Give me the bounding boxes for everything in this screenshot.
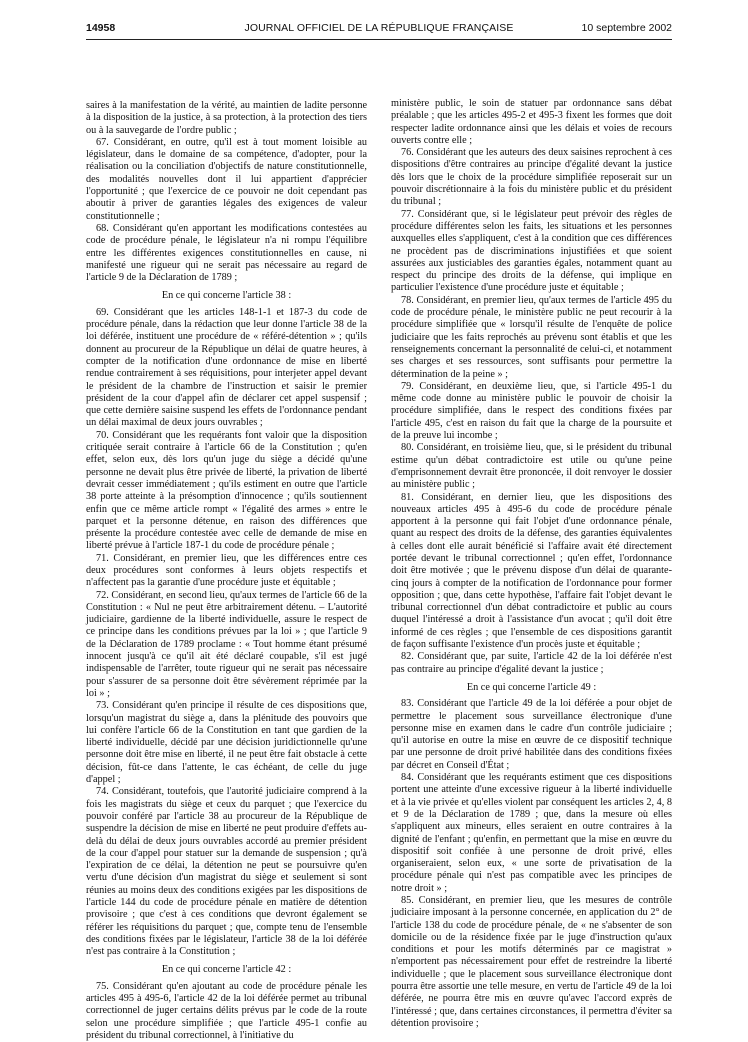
section-heading: En ce qui concerne l'article 38 : [161, 290, 292, 302]
journal-title: JOURNAL OFFICIEL DE LA RÉPUBLIQUE FRANÇAISE [244, 22, 514, 34]
left-column [86, 100, 367, 1042]
page-header [86, 22, 672, 40]
page-number: 14958 [86, 22, 116, 34]
paragraph: 83. Considérant que l'article 49 de la loi déférée a pour objet de permettre le placement sous surveillance électronique d'une personne mise en examen dans le cadre d'un contrôle judiciaire ; qu'il autorise en outre la mise en œuvre de ce dispositif technique par une personne de droit privé habilitée dans des conditions fixées par décret en Conseil d'État ; [391, 698, 672, 771]
paragraph: 68. Considérant qu'en apportant les modifications contestées au code de procédure pénale, le législateur n'a ni rompu l'équilibre entre les différentes exigences constitutionnelles en cause, ni manifesté une rigueur qui ne serait pas nécessaire au regard de l'article 9 de la Déclaration de 1789 ; [86, 222, 367, 284]
paragraph: 81. Considérant, en dernier lieu, que les dispositions des nouveaux articles 495 à 495-6 du code de procédure pénale apportent à la personne qui fait l'objet d'une ordonnance pénale, quant au respect des droits de la défense, des garanties équivalentes à celles dont elle aurait bénéficié si l'affaire avait été directement portée devant le tribunal correctionnel ; qu'en effet, l'ordonnance doit être motivée ; que le prévenu dispose d'un délai de quarante-cinq jours à compter de la notification de l'ordonnance pour former opposition ; que, dans cette hypothèse, l'affaire fait l'objet devant le tribunal correctionnel d'un débat contradictoire et public au cours duquel l'intéressé a droit à l'assistance d'un avocat ; qu'il doit être informé de ces règles ; que l'ensemble de ces dispositions garantit de façon suffisante l'existence d'un procès juste et équitable ; [391, 491, 672, 651]
paragraph: 80. Considérant, en troisième lieu, que, si le président du tribunal estime qu'un débat contradictoire est utile ou qu'une peine d'emprisonnement devrait être prononcée, il doit renvoyer le dossier au ministère public ; [391, 442, 672, 491]
section-heading: En ce qui concerne l'article 42 : [161, 964, 292, 976]
paragraph: 85. Considérant, en premier lieu, que les mesures de contrôle judiciaire imposant à la personne concernée, en application du 2° de l'article 138 du code de procédure pénale, de « ne s'absenter de son domicile ou de la résidence fixée par le juge d'instruction qu'aux conditions et pour les motifs déterminés par ce magistrat » n'emportent pas nécessairement pour effet de restreindre la liberté individuelle ; que le placement sous surveillance électronique dont pourra être assortie une telle mesure, en vertu de l'article 49 de la loi déférée, ne pourra être mis en œuvre qu'avec l'accord exprès de l'intéressé ; que, dans certaines circonstances, il permettra d'éviter sa détention provisoire ; [391, 895, 672, 1029]
paragraph: 77. Considérant que, si le législateur peut prévoir des règles de procédure différentes selon les faits, les situations et les personnes auxquelles elles s'appliquent, c'est à la condition que ces différences ne procèdent pas de discriminations injustifiées et que soient assurées aux justiciables des garanties égales, notamment quant au respect du principe des droits de la défense, qui implique en particulier l'existence d'une procédure juste et équitable ; [391, 208, 672, 294]
header-rule [86, 39, 672, 40]
paragraph: 70. Considérant que les requérants font valoir que la disposition critiquée serait contraire à l'article 66 de la Constitution ; qu'en effet, selon eux, dès lors qu'un juge du siège a décidé qu'une personne ne devait plus être privée de liberté, la privation de liberté devrait cesser immédiatement ; qu'ils estiment en outre que l'article 38 porte atteinte à la présomption d'innocence ; qu'ils soutiennent enfin que ce même article rompt « l'égalité des armes » entre le parquet et la personne détenue, en raison des différences que présente la procédure contestée avec celle de demande de mise en liberté prévue à l'article 187-1 du code de procédure pénale ; [86, 429, 367, 552]
paragraph: 79. Considérant, en deuxième lieu, que, si l'article 495-1 du même code donne au ministère public le pouvoir de choisir la procédure simplifiée, dans le respect des conditions fixées par l'article 495, c'est en raison du fait que la charge de la poursuite et de la preuve lui incombe ; [391, 380, 672, 442]
right-column [391, 98, 672, 1030]
publication-date: 10 septembre 2002 [581, 22, 672, 34]
paragraph: 84. Considérant que les requérants estiment que ces dispositions portent une atteinte d'une excessive rigueur à la liberté individuelle et à la vie privée et qu'elles violent par conséquent les articles 2, 4, 8 et 9 de la Déclaration de 1789 ; que, dans la mesure où elles s'appliquent aux mineurs, elles seraient en outre contraires à la dignité de l'enfant ; qu'enfin, en permettant que la mise en œuvre du dispositif soit confiée à une personne de droit privé, elles organiseraient, selon eux, « une sorte de privatisation de la procédure pénale qui n'est pas compatible avec les principes de notre droit » ; [391, 772, 672, 894]
paragraph: 74. Considérant, toutefois, que l'autorité judiciaire comprend à la fois les magistrats du siège et ceux du parquet ; que l'exercice du pouvoir conféré par l'article 38 au procureur de la République de suspendre la décision de mise en liberté ne peut produire d'effets au-delà du délai de deux jours ouvrables accordé au premier président de la cour d'appel pour statuer sur la demande de suspension ; qu'à l'expiration de ce délai, la détention ne peut se poursuivre qu'en vertu d'une décision d'un magistrat du siège et seulement si sont réunies au moins deux des conditions exigées par les dispositions de l'article 144 du code de procédure pénale en matière de détention provisoire ; que c'est à ces conditions que devront également se référer les réquisitions du parquet ; que, compte tenu de l'ensemble des conditions fixées par le législateur, l'article 38 de la loi déférée n'est pas contraire à la Constitution ; [86, 786, 367, 958]
paragraph: 82. Considérant que, par suite, l'article 42 de la loi déférée n'est pas contraire au principe d'égalité devant la justice ; [391, 651, 672, 675]
section-heading: En ce qui concerne l'article 49 : [466, 681, 597, 693]
paragraph: 73. Considérant qu'en principe il résulte de ces dispositions que, lorsqu'un magistrat du siège a, dans la plénitude des pouvoirs que lui confère l'article 66 de la Constitution en tant que gardien de la liberté individuelle, décidé par une décision juridictionnelle qu'une personne doit être mise en liberté, il ne peut être fait obstacle à cette décision, fût-ce dans l'attente, le cas échéant, de celle du juge d'appel ; [86, 700, 367, 786]
paragraph: 71. Considérant, en premier lieu, que les différences entre ces deux procédures sont conformes à leurs objets respectifs et n'affectent pas la garantie d'une procédure juste et équitable ; [86, 552, 367, 589]
paragraph: ministère public, le soin de statuer par ordonnance sans débat préalable ; que les articles 495-2 et 495-3 fixent les formes que doit respecter ladite ordonnance ainsi que les délais et voies de recours ouverts contre elle ; [391, 98, 672, 146]
paragraph: saires à la manifestation de la vérité, au maintien de ladite personne à la disposition de la justice, à sa protection, à la protection des tiers ou à la sauvegarde de l'ordre public ; [86, 100, 367, 136]
paragraph: 69. Considérant que les articles 148-1-1 et 187-3 du code de procédure pénale, dans la rédaction que leur donne l'article 38 de la loi déférée, instituent une procédure de « référé-détention » ; qu'ils donnent au procureur de la République un délai de quatre heures, à compter de la notification d'une ordonnance de mise en liberté rendue contrairement à ses réquisitions, pour interjeter appel devant le président de la chambre de l'instruction et saisir le premier président de la cour d'appel afin de déclarer cet appel suspensif ; que cette dernière saisine suspend les effets de l'ordonnance pendant un délai maximal de deux jours ouvrables ; [86, 306, 367, 429]
paragraph: 72. Considérant, en second lieu, qu'aux termes de l'article 66 de la Constitution : « Nul ne peut être arbitrairement détenu. – L'autorité judiciaire, gardienne de la liberté individuelle, assure le respect de ce principe dans les conditions prévues par la loi » ; que l'article 9 de la Déclaration de 1789 proclame : « Tout homme étant présumé innocent jusqu'à ce qu'il ait été déclaré coupable, s'il est jugé indispensable de l'arrêter, toute rigueur qui ne serait pas nécessaire pour s'assurer de sa personne doit être sévèrement réprimée par la loi » ; [86, 589, 367, 699]
paragraph: 76. Considérant que les auteurs des deux saisines reprochent à ces dispositions d'être contraires au principe d'égalité devant la justice dès lors que le choix de la procédure simplifiée reposerait sur un pouvoir discrétionnaire à la fois du ministère public et du président du tribunal ; [391, 147, 672, 208]
paragraph: 67. Considérant, en outre, qu'il est à tout moment loisible au législateur, dans le domaine de sa compétence, d'adopter, pour la réalisation ou la conciliation d'objectifs de nature constitutionnelle, des modalités nouvelles dont il lui appartient d'apprécier l'opportunité ; que l'exercice de ce pouvoir ne doit cependant pas aboutir à priver de garanties légales des exigences de valeur constitutionnelle ; [86, 136, 367, 222]
paragraph: 75. Considérant qu'en ajoutant au code de procédure pénale les articles 495 à 495-6, l'article 42 de la loi déférée permet au tribunal correctionnel de juger certains délits prévus par le code de la route selon une procédure simplifiée ; que l'article 495-1 confie au président du tribunal correctionnel, à l'initiative du [86, 980, 367, 1041]
paragraph: 78. Considérant, en premier lieu, qu'aux termes de l'article 495 du code de procédure pénale, le ministère public ne peut recourir à la procédure simplifiée que « lorsqu'il résulte de l'enquête de police judiciaire que les faits reprochés au prévenu sont établis et que les renseignements concernant la personnalité de celui-ci, et notamment ses charges et ses ressources, sont suffisants pour permettre la détermination de la peine » ; [391, 294, 672, 380]
